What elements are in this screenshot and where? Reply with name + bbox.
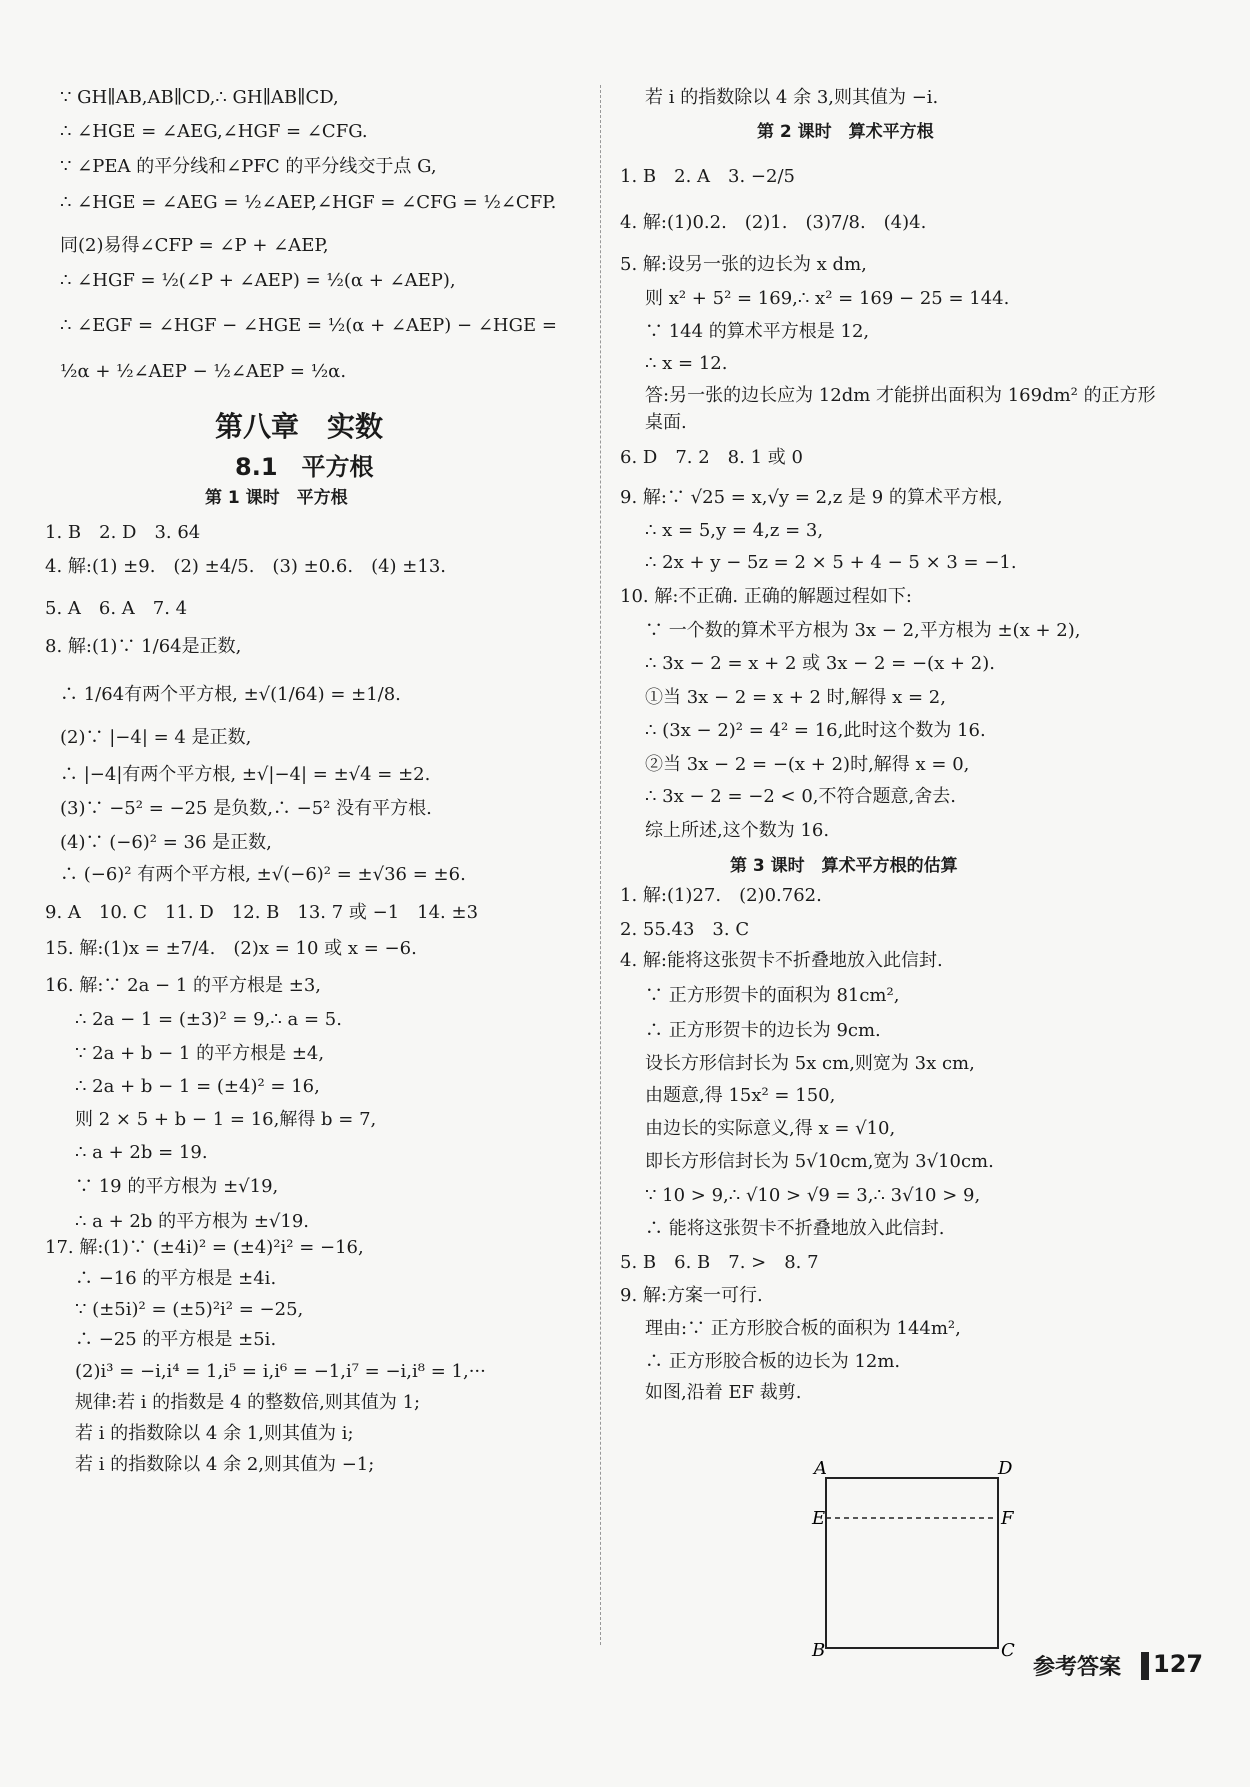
right-line: 1. B 2. A 3. −2/5 bbox=[620, 166, 795, 187]
left-line: ∴ ∠EGF = ∠HGF − ∠HGE = ½(α + ∠AEP) − ∠HGE = bbox=[60, 315, 557, 336]
left-line: ∴ |−4|有两个平方根, ±√|−4| = ±√4 = ±2. bbox=[60, 764, 431, 785]
right-line: ∴ 正方形胶合板的边长为 12m. bbox=[645, 1351, 901, 1372]
label-e: E bbox=[812, 1508, 826, 1529]
left-line: 9. A 10. C 11. D 12. B 13. 7 或 −1 14. ±3 bbox=[45, 902, 479, 923]
left-line: ∵ (±5i)² = (±5)²i² = −25, bbox=[75, 1299, 304, 1320]
right-line: ∴ 能将这张贺卡不折叠地放入此信封. bbox=[645, 1218, 945, 1239]
right-line: 由边长的实际意义,得 x = √10, bbox=[645, 1118, 896, 1139]
right-line: 答:另一张的边长应为 12dm 才能拼出面积为 169dm² 的正方形 bbox=[645, 385, 1156, 406]
footer-title: 参考答案 bbox=[1033, 1655, 1122, 1680]
label-f: F bbox=[1001, 1508, 1014, 1529]
left-line: 4. 解:(1) ±9. (2) ±4/5. (3) ±0.6. (4) ±13. bbox=[45, 556, 447, 577]
left-line: ∴ (−6)² 有两个平方根, ±√(−6)² = ±√36 = ±6. bbox=[60, 864, 466, 885]
left-line: ∴ ∠HGF = ½(∠P + ∠AEP) = ½(α + ∠AEP), bbox=[60, 270, 456, 291]
left-line: 8. 解:(1)∵ 1/64是正数, bbox=[45, 636, 242, 657]
left-line: ∴ −16 的平方根是 ±4i. bbox=[75, 1268, 277, 1289]
right-line: ∴ x = 5,y = 4,z = 3, bbox=[645, 520, 824, 541]
right-line: 若 i 的指数除以 4 余 3,则其值为 −i. bbox=[645, 87, 939, 108]
right-line: 4. 解:能将这张贺卡不折叠地放入此信封. bbox=[620, 950, 943, 971]
footer-bar bbox=[1141, 1652, 1149, 1680]
label-b: B bbox=[812, 1640, 826, 1661]
right-line: 1. 解:(1)27. (2)0.762. bbox=[620, 885, 822, 906]
right-line: ∴ x = 12. bbox=[645, 353, 728, 374]
left-line: (3)∵ −5² = −25 是负数,∴ −5² 没有平方根. bbox=[60, 798, 432, 819]
left-line: ∵ GH∥AB,AB∥CD,∴ GH∥AB∥CD, bbox=[60, 87, 339, 108]
left-line: 规律:若 i 的指数是 4 的整数倍,则其值为 1; bbox=[75, 1392, 421, 1413]
right-line: 9. 解:方案一可行. bbox=[620, 1285, 763, 1306]
right-line: 10. 解:不正确. 正确的解题过程如下: bbox=[620, 586, 912, 607]
right-line: ∴ 正方形贺卡的边长为 9cm. bbox=[645, 1020, 881, 1041]
right-line: ∵ 10 > 9,∴ √10 > √9 = 3,∴ 3√10 > 9, bbox=[645, 1185, 981, 1206]
left-line: ∵ 2a + b − 1 的平方根是 ±4, bbox=[75, 1043, 325, 1064]
right-line: ②当 3x − 2 = −(x + 2)时,解得 x = 0, bbox=[645, 754, 970, 775]
right-line: 由题意,得 15x² = 150, bbox=[645, 1085, 836, 1106]
left-line: (2)i³ = −i,i⁴ = 1,i⁵ = i,i⁶ = −1,i⁷ = −i,i⁸ = 1,··· bbox=[75, 1361, 486, 1382]
left-line: (2)∵ |−4| = 4 是正数, bbox=[60, 727, 252, 748]
left-line: 第八章 实数 bbox=[215, 410, 384, 443]
left-line: ∴ ∠HGE = ∠AEG = ½∠AEP,∠HGF = ∠CFG = ½∠CFP. bbox=[60, 192, 557, 213]
right-line: ∴ 3x − 2 = −2 < 0,不符合题意,舍去. bbox=[645, 786, 956, 807]
right-line: 即长方形信封长为 5√10cm,宽为 3√10cm. bbox=[645, 1151, 994, 1172]
left-line: 则 2 × 5 + b − 1 = 16,解得 b = 7, bbox=[75, 1109, 377, 1130]
left-line: ∴ a + 2b = 19. bbox=[75, 1142, 208, 1163]
left-line: ∵ 19 的平方根为 ±√19, bbox=[75, 1176, 279, 1197]
right-line: ∵ 一个数的算术平方根为 3x − 2,平方根为 ±(x + 2), bbox=[645, 620, 1081, 641]
left-line: ½α + ½∠AEP − ½∠AEP = ½α. bbox=[60, 361, 347, 382]
square-outline bbox=[826, 1478, 998, 1648]
right-line: ∵ 正方形贺卡的面积为 81cm², bbox=[645, 985, 900, 1006]
right-line: 6. D 7. 2 8. 1 或 0 bbox=[620, 447, 803, 468]
left-line: 16. 解:∵ 2a − 1 的平方根是 ±3, bbox=[45, 975, 321, 996]
left-line: ∴ a + 2b 的平方根为 ±√19. bbox=[75, 1211, 310, 1232]
right-line: 理由:∵ 正方形胶合板的面积为 144m², bbox=[645, 1318, 961, 1339]
label-d: D bbox=[998, 1458, 1013, 1479]
right-line: 4. 解:(1)0.2. (2)1. (3)7/8. (4)4. bbox=[620, 212, 927, 233]
right-line: 如图,沿着 EF 裁剪. bbox=[645, 1382, 802, 1403]
right-line: ∴ 3x − 2 = x + 2 或 3x − 2 = −(x + 2). bbox=[645, 653, 995, 674]
right-line: 第 2 课时 算术平方根 bbox=[757, 122, 934, 142]
square-figure bbox=[812, 1458, 1015, 1662]
left-line: ∵ ∠PEA 的平分线和∠PFC 的平分线交于点 G, bbox=[60, 156, 437, 177]
left-line: ∴ −25 的平方根是 ±5i. bbox=[75, 1329, 277, 1350]
left-line: ∴ 2a + b − 1 = (±4)² = 16, bbox=[75, 1076, 320, 1097]
page-number: 127 bbox=[1153, 1650, 1204, 1678]
left-line: 若 i 的指数除以 4 余 2,则其值为 −1; bbox=[75, 1454, 375, 1475]
left-line: ∴ 1/64有两个平方根, ±√(1/64) = ±1/8. bbox=[60, 684, 401, 705]
right-line: ∵ 144 的算术平方根是 12, bbox=[645, 321, 870, 342]
right-line: 第 3 课时 算术平方根的估算 bbox=[730, 856, 958, 876]
left-line: 第 1 课时 平方根 bbox=[205, 488, 348, 508]
right-line: ∴ (3x − 2)² = 4² = 16,此时这个数为 16. bbox=[645, 720, 986, 741]
right-line: 综上所述,这个数为 16. bbox=[645, 820, 830, 841]
left-line: (4)∵ (−6)² = 36 是正数, bbox=[60, 832, 272, 853]
left-line: 8.1 平方根 bbox=[235, 453, 374, 481]
left-line: 5. A 6. A 7. 4 bbox=[45, 598, 188, 619]
left-line: ∴ 2a − 1 = (±3)² = 9,∴ a = 5. bbox=[75, 1009, 342, 1030]
right-line: ∴ 2x + y − 5z = 2 × 5 + 4 − 5 × 3 = −1. bbox=[645, 552, 1017, 573]
right-line: 则 x² + 5² = 169,∴ x² = 169 − 25 = 144. bbox=[645, 288, 1010, 309]
right-line: 5. B 6. B 7. > 8. 7 bbox=[620, 1252, 819, 1273]
left-line: ∴ ∠HGE = ∠AEG,∠HGF = ∠CFG. bbox=[60, 121, 368, 142]
right-line: ①当 3x − 2 = x + 2 时,解得 x = 2, bbox=[645, 687, 946, 708]
left-line: 若 i 的指数除以 4 余 1,则其值为 i; bbox=[75, 1423, 354, 1444]
right-line: 5. 解:设另一张的边长为 x dm, bbox=[620, 254, 867, 275]
right-line: 2. 55.43 3. C bbox=[620, 919, 750, 940]
right-line: 设长方形信封长为 5x cm,则宽为 3x cm, bbox=[645, 1053, 975, 1074]
left-line: 15. 解:(1)x = ±7/4. (2)x = 10 或 x = −6. bbox=[45, 938, 417, 959]
left-line: 同(2)易得∠CFP = ∠P + ∠AEP, bbox=[60, 235, 329, 256]
column-divider bbox=[600, 85, 601, 1645]
right-line: 9. 解:∵ √25 = x,√y = 2,z 是 9 的算术平方根, bbox=[620, 487, 1003, 508]
right-line: 桌面. bbox=[645, 412, 687, 433]
left-line: 1. B 2. D 3. 64 bbox=[45, 522, 201, 543]
left-line: 17. 解:(1)∵ (±4i)² = (±4)²i² = −16, bbox=[45, 1237, 364, 1258]
label-a: A bbox=[814, 1458, 827, 1479]
label-c: C bbox=[1001, 1640, 1015, 1661]
